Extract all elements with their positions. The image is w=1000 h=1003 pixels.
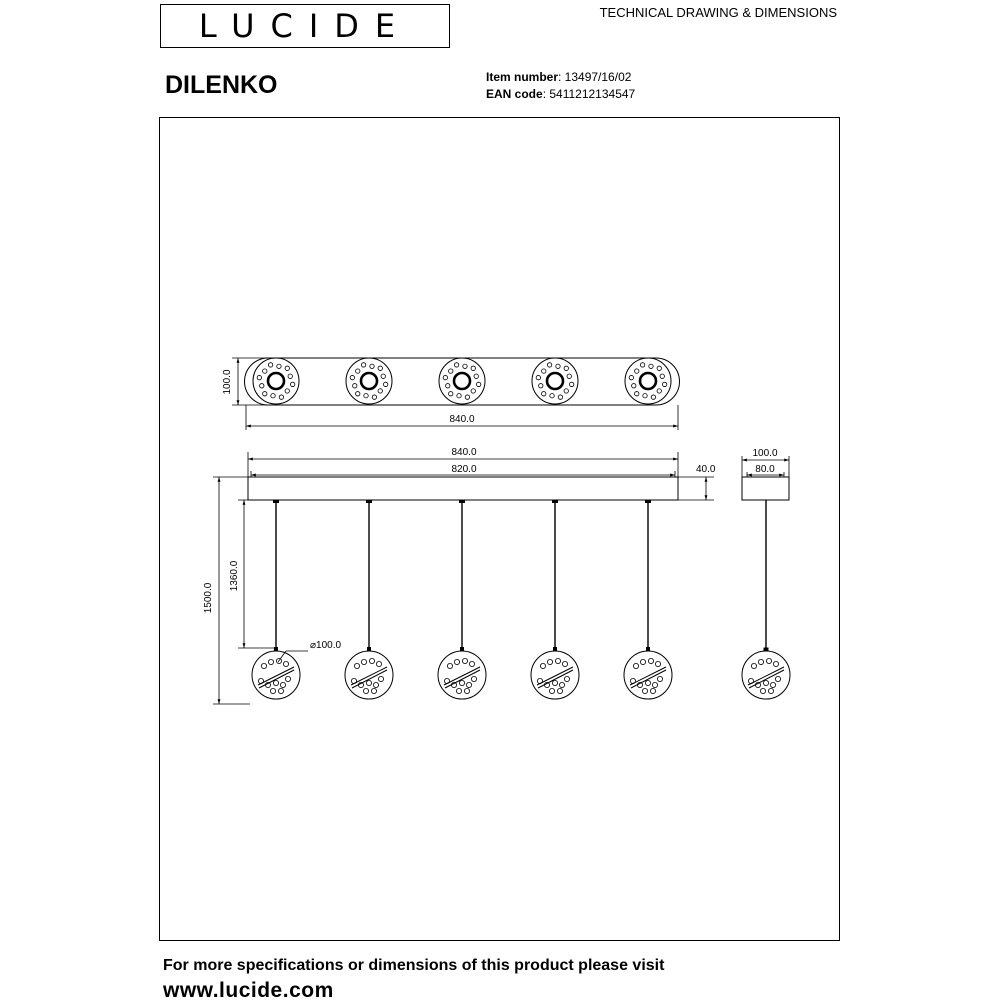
pendant-cable	[552, 500, 558, 651]
dim-inner-length: 820.0	[451, 464, 477, 475]
item-number-value: : 13497/16/02	[558, 70, 632, 84]
canopy-bar	[248, 477, 678, 500]
product-name: DILENKO	[165, 71, 278, 99]
pendant-shade	[624, 651, 672, 699]
top-shade	[439, 358, 485, 404]
front-view	[248, 477, 678, 699]
dim-shade-diameter: ⌀100.0	[310, 640, 342, 651]
top-shade	[625, 358, 671, 404]
ean-code-label: EAN code	[486, 87, 543, 101]
pendant-cable	[645, 500, 651, 651]
top-view	[245, 358, 680, 405]
side-canopy	[742, 477, 789, 500]
dim-top-length: 840.0	[449, 414, 475, 425]
footer-url[interactable]: www.lucide.com	[163, 979, 334, 1002]
sheet-title: TECHNICAL DRAWING & DIMENSIONS	[599, 5, 837, 20]
pendant-shade	[531, 651, 579, 699]
dim-canopy-height: 40.0	[696, 464, 716, 475]
top-shade	[346, 358, 392, 404]
side-view	[742, 477, 790, 699]
top-shade	[253, 358, 299, 404]
pendant-shade	[438, 651, 486, 699]
item-number-label: Item number	[486, 70, 559, 84]
dim-canopy-length: 840.0	[451, 447, 477, 458]
pendant-cable	[273, 500, 279, 651]
footer-note: For more specifications or dimensions of this product please visit	[163, 957, 665, 974]
dim-side-inner-width: 80.0	[755, 464, 775, 475]
pendant-shade	[345, 651, 393, 699]
brand-logo-text: LUCIDE	[198, 7, 412, 45]
pendant-cable	[459, 500, 465, 651]
pendant-shade	[252, 651, 300, 699]
top-shade	[532, 358, 578, 404]
dim-total-height: 1500.0	[203, 582, 214, 614]
dim-drop-length: 1360.0	[229, 560, 240, 592]
ean-code-value: : 5411212134547	[542, 87, 636, 101]
dim-top-depth: 100.0	[222, 369, 233, 395]
pendant-cable	[366, 500, 372, 651]
dim-side-width: 100.0	[752, 448, 778, 459]
pendant-shade	[742, 651, 790, 699]
